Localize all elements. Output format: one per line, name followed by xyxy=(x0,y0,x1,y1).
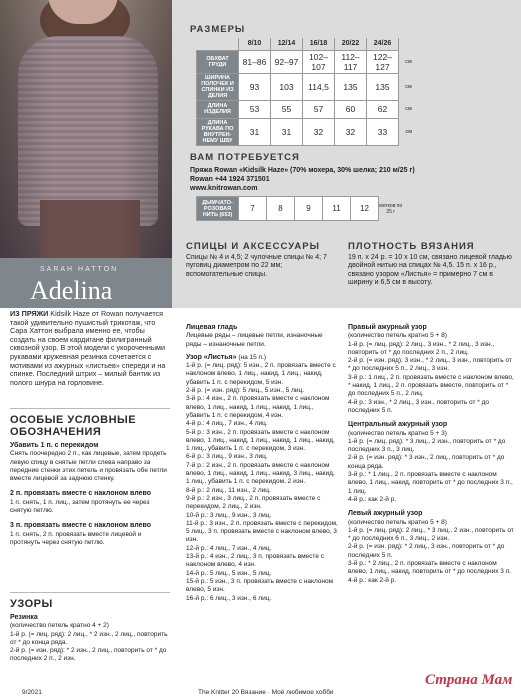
unit: см xyxy=(399,50,419,73)
model-photo xyxy=(0,0,172,260)
cell: 31 xyxy=(239,118,271,145)
leaves-row: 3-й р.: 4 изн., 2 п. провязать вместе с наклоном влево, 1 лиц., накид, 1 лиц., накид, 1 лиц., убавить 1 п. с перекидом, 4 изн. xyxy=(186,395,330,419)
rlace-row: 4-й р.: 3 изн., * 2 лиц., 3 изн., повторить от * до последних 5 п. xyxy=(348,398,490,414)
llace-row: 2-й р. (= изн. ряд): * 2 лиц., 3 изн., повторить от * до последних 5 п. xyxy=(348,543,505,559)
divider xyxy=(10,408,170,409)
rib-row: 2-й р. (= изн. ряд): * 2 изн., 2 лиц., повторить от * до последних 2 п., 2 изн. xyxy=(10,647,167,663)
cell: 57 xyxy=(303,100,335,118)
sizes-table xyxy=(196,38,419,146)
page-number: 9/2021 xyxy=(22,689,42,696)
special-3-title: 3 п. провязать вместе с наклоном влево xyxy=(10,522,151,530)
table-row xyxy=(197,197,403,221)
cell: 92–97 xyxy=(271,50,303,73)
cell: 31 xyxy=(271,118,303,145)
sizes-header-row xyxy=(197,38,419,50)
unit: см xyxy=(399,73,419,100)
yarn-table xyxy=(196,196,403,221)
special-1-title: Убавить 1 п. с перекидом xyxy=(10,442,99,449)
magazine-footer: The Knitter 20 Вязание · Моё любимое хобби xyxy=(198,689,334,696)
special-1-text: Снять поочередно 2 п., как лицевые, затем продеть левую спицу в снятые петли слева направо за передние стенки этих петель и провязать обе петли вместе лицевой за заднюю стенку. xyxy=(10,450,167,483)
leaves-row: 16-й р.: 6 лиц., 3 изн., 6 лиц. xyxy=(186,594,272,602)
watermark-logo: Страна Мам xyxy=(425,672,513,688)
yarn-url: www.knitrowan.com xyxy=(190,185,258,192)
leaves-row: 10-й р.: 3 лиц., 9 изн., 3 лиц. xyxy=(186,511,272,519)
leaves-row: 12-й р.: 4 лиц., 7 изн., 4 лиц. xyxy=(186,544,272,552)
leaves-row: 2-й р. (= изн. ряд): 5 лиц., 5 изн., 5 лиц. xyxy=(186,387,305,395)
table-row xyxy=(197,50,419,73)
clace-row: 1-й р. (= лиц. ряд): * 3 лиц., 2 изн., повторить от * до последних 3 п., 3 лиц. xyxy=(348,437,506,454)
cell: 53 xyxy=(239,100,271,118)
leaves-note: (на 15 п.) xyxy=(236,353,267,361)
llace-note: (количество петель кратно 5 + 8) xyxy=(348,518,447,526)
rlace-title: Правый ажурный узор xyxy=(348,324,427,331)
cell: 102–107 xyxy=(303,50,335,73)
leaves-row: 6-й р.: 3 лиц., 9 изн., 3 лиц. xyxy=(186,453,268,461)
clace-row: 3-й р.: * 1 лиц., 2 п. провязать вместе с наклоном влево, 1 лиц., накид, повторить от * до последних 3 п., 1 лиц. xyxy=(348,471,513,495)
yarn-phone: Rowan +44 1924 371501 xyxy=(190,176,270,183)
rlace-row: 3-й р.: 1 лиц., 2 п. провязать вместе с наклоном влево, * накид, 1 лиц., 2 п. провязать вместе, повторить от * до последних 5 п., 2 лиц. xyxy=(348,373,514,398)
cell: 135 xyxy=(335,73,367,100)
unit: см xyxy=(399,100,419,118)
intro-paragraph xyxy=(10,310,170,387)
row-label: ДЛИНА ИЗДЕЛИЯ xyxy=(197,100,239,118)
llace-row: 4-й р.: как 2-й р. xyxy=(348,576,397,584)
need-title: ВАМ ПОТРЕБУЕТСЯ xyxy=(190,152,300,163)
cell: 122–127 xyxy=(367,50,399,73)
cell: 32 xyxy=(303,118,335,145)
clace-row: 2-й р. (= изн. ряд): * 3 изн., 2 лиц., повторить от * до конца ряда. xyxy=(348,454,505,470)
intro-lead: ИЗ ПРЯЖИ xyxy=(10,309,49,318)
leaves-row: 4-й р.: 4 лиц., 7 изн., 4 лиц. xyxy=(186,420,268,428)
clace-note: (количество петель кратно 5 + 3) xyxy=(348,429,447,437)
leaves-row: 13-й р.: 4 изн., 2 лиц., 3 п. провязать вместе с наклоном влево, 4 изн. xyxy=(186,553,325,569)
cell: 9 xyxy=(295,197,323,221)
cell: 8 xyxy=(267,197,295,221)
unit: мотков по 25 г xyxy=(379,197,403,221)
needles-title: СПИЦЫ И АКСЕССУАРЫ xyxy=(186,241,320,252)
size-header: 20/22 xyxy=(335,38,367,50)
cell: 33 xyxy=(367,118,399,145)
row-label: ДЫМЧАТО- РОЗОВАЯ НИТЬ (653) xyxy=(197,197,239,221)
patterns-title: УЗОРЫ xyxy=(10,598,53,610)
row-label: ДЛИНА РУКАВА ПО ВНУТРЕН- НЕМУ ШВУ xyxy=(197,118,239,145)
special-2-text: 1 п. снять, 1 п. лиц., затем протянуть ее через снятую петлю. xyxy=(10,498,150,515)
yarn-info xyxy=(190,166,516,193)
leaves-row: 14-й р.: 5 лиц., 5 изн., 5 лиц. xyxy=(186,569,272,577)
density-text: 19 п. х 24 р. = 10 х 10 см, связано лицевой гладью двойной нитью на спицах № 4,5. 15 п. х 16 р., связано узором «Листья» = примерно 7 см в ширину и 6,5 см в высоту. xyxy=(348,254,512,286)
cell: 55 xyxy=(271,100,303,118)
clace-row: 4-й р.: как 2-й р. xyxy=(348,495,397,503)
mid-column xyxy=(186,324,338,603)
size-header: 16/18 xyxy=(303,38,335,50)
clace-title: Центральный ажурный узор xyxy=(348,421,448,429)
row-label: ШИРИНА ПОЛОЧЕК И СПИНКИ ИЗ ДЕЛИЯ xyxy=(197,73,239,100)
leaves-row: 11-й р.: 3 изн., 2 п. провязать вместе с перекидом, 5 лиц., 3 п. провязать вместе с наклоном влево, 3 изн. xyxy=(186,519,338,544)
cell: 11 xyxy=(323,197,351,221)
size-header: 8/10 xyxy=(239,38,271,50)
unit: см xyxy=(399,118,419,145)
needles-text: Спицы № 4 и 4,5; 2 чулочные спицы № 4; 7 пуговиц диаметром по 22 мм; вспомогательные спицы. xyxy=(186,254,327,278)
density-title: ПЛОТНОСТЬ ВЯЗАНИЯ xyxy=(348,241,475,252)
row-label: ОБХВАТ ГРУДИ xyxy=(197,50,239,73)
cell: 12 xyxy=(351,197,379,221)
table-row xyxy=(197,100,419,118)
rib-section xyxy=(10,614,172,664)
leaves-row: 15-й р.: 5 изн., 3 п. провязать вместе с наклоном влево, 5 изн. xyxy=(186,577,334,594)
cell: 112–117 xyxy=(335,50,367,73)
cell: 114,5 xyxy=(303,73,335,100)
cell: 32 xyxy=(335,118,367,145)
designer-name: SARAH HATTON xyxy=(40,266,119,273)
pattern-title: Adelina xyxy=(30,276,113,305)
intro-text: Kidsilk Haze от Rowan получается такой удивительно пушистый трикотаж, что Сара Хаттон выбрала именно ее, чтобы создать на своем кардигане филигранный сквозной узор. В этой модели с укороченными рукавами кружевная резинка сочетается с мотивами из ажурных «листьев» спереди и на спинке. Последний штрих – милый бантик из полого шнура на горловине. xyxy=(10,309,166,387)
cell: 60 xyxy=(335,100,367,118)
cell: 7 xyxy=(239,197,267,221)
leaves-title: Узор «Листья» xyxy=(186,353,237,361)
rlace-note: (количество петель кратно 5 + 8) xyxy=(348,332,447,340)
stst-title: Лицевая гладь xyxy=(186,324,238,331)
llace-title: Левый ажурный узор xyxy=(348,510,423,518)
cell: 93 xyxy=(239,73,271,100)
cell: 81–86 xyxy=(239,50,271,73)
stst-text: Лицевые ряды – лицевые петли, изнаночные ряды – изнаночные петли. xyxy=(186,332,323,348)
sizes-title: РАЗМЕРЫ xyxy=(190,24,246,35)
rlace-row: 1-й р. (= лиц. ряд): 2 лиц., 3 изн., * 2 лиц., 3 изн., повторить от * до последних 2 п., 2 лиц. xyxy=(348,340,495,356)
divider xyxy=(10,592,170,593)
special-3-text: 1 п. снять, 2 п. провязать вместе лицевой и протянуть через снятую петлю. xyxy=(10,530,142,546)
yarn-line: Пряжа Rowan «Kidsilk Haze» (70% мохера, 30% шелка; 210 м/25 г) xyxy=(190,167,415,174)
rib-title: Резинка xyxy=(10,614,38,621)
special-2-title: 2 п. провязать вместе с наклоном влево xyxy=(10,490,151,498)
rlace-row: 2-й р. (= изн. ряд): 3 изн., * 2 лиц., 3 изн., повторить от * до последних 5 п., 2 лиц., 3 изн. xyxy=(348,357,512,373)
leaves-row: 9-й р.: 2 изн., 3 лиц., 2 п. провязать вместе с перекидом, 2 лиц., 2 изн. xyxy=(186,494,321,511)
size-header: 24/26 xyxy=(367,38,399,50)
cell: 135 xyxy=(367,73,399,100)
llace-row: 3-й р.: * 2 лиц., 2 п. провязать вместе с наклоном влево, 1 лиц., накид, повторить от * до последних 3 п. xyxy=(348,560,512,576)
cell: 62 xyxy=(367,100,399,118)
rib-note: (количество петель кратно 4 + 2) xyxy=(10,622,109,630)
size-header: 12/14 xyxy=(271,38,303,50)
special-title: ОСОБЫЕ УСЛОВНЫЕ ОБОЗНАЧЕНИЯ xyxy=(10,414,137,438)
leaves-row: 1-й р. (= лиц. ряд): 5 изн., 2 п. провязать вместе с наклоном влево, 1 лиц., накид, 1 лиц., накид, убавить 1 п. с перекидом, 5 изн. xyxy=(186,362,336,386)
special-section xyxy=(10,442,172,547)
llace-row: 1-й р. (= лиц. ряд): 2 лиц., * 3 лиц., 2 изн., повторить от * до последних 6 п., 3 лиц., 2 изн. xyxy=(348,526,514,543)
table-row xyxy=(197,118,419,145)
leaves-row: 7-й р.: 2 изн., 2 п. провязать вместе с наклоном влево, 1 лиц., накид, 1 лиц., накид, 3 лиц., накид, 1 лиц., убавить 1 п. с перекидом, 2 изн. xyxy=(186,461,335,486)
right-column xyxy=(348,324,514,585)
rib-row: 1-й р. (= лиц. ряд): 2 лиц., * 2 изн., 2 лиц., повторить от * до конца ряда. xyxy=(10,630,168,646)
table-row xyxy=(197,73,419,100)
leaves-row: 5-й р.: 3 изн., 2 п. провязать вместе с наклоном влево, 1 лиц., накид, 1 лиц., накид, 1 лиц., накид, 1 лиц., убавить 1 п. с перекидом, 3 изн. xyxy=(186,428,335,453)
cell: 103 xyxy=(271,73,303,100)
leaves-row: 8-й р.: 2 лиц., 11 изн., 2 лиц. xyxy=(186,486,271,494)
